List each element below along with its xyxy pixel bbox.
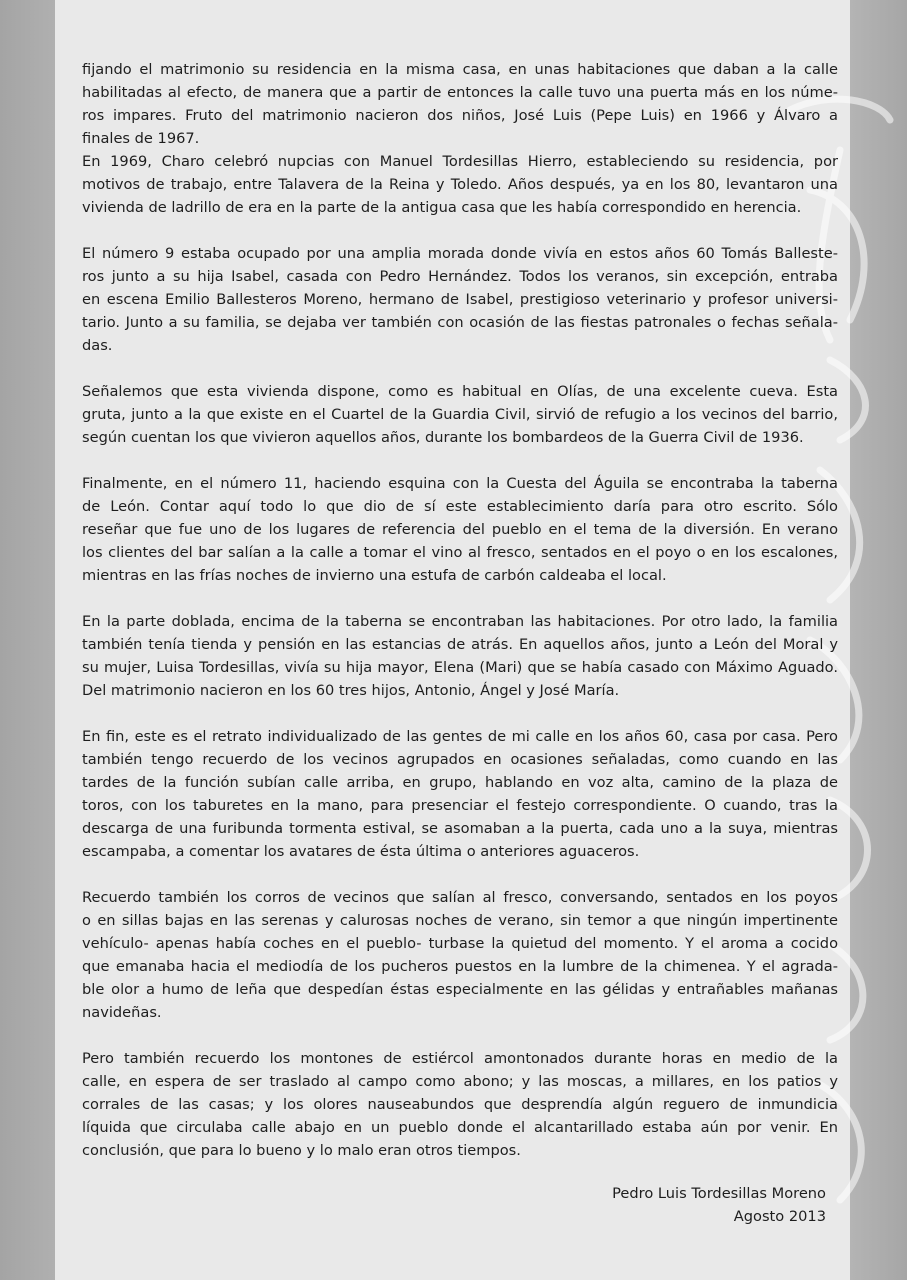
text-line: reseñar que fue uno de los lugares de referencia del pueblo en el tema de la diversión. En verano xyxy=(82,521,838,538)
paragraph-gap xyxy=(82,449,838,472)
text-line: también tenía tienda y pensión en las estancias de atrás. En aquellos años, junto a León del Moral y xyxy=(82,636,838,653)
paragraph xyxy=(82,58,838,219)
text-line: toros, con los taburetes en la mano, para presenciar el festejo correspondiente. O cuando, tras la xyxy=(82,797,838,814)
text-line: en escena Emilio Ballesteros Moreno, hermano de Isabel, prestigioso veterinario y profesor universi- xyxy=(82,291,838,308)
text-line: habilitadas al efecto, de manera que a partir de entonces la calle tuvo una puerta más en los núme- xyxy=(82,84,838,101)
text-line: Pero también recuerdo los montones de estiércol amontonados durante horas en medio de la xyxy=(82,1050,838,1067)
text-line: descarga de una furibunda tormenta estival, se asomaban a la puerta, cada uno a la suya, mientras xyxy=(82,820,838,837)
text-line: tario. Junto a su familia, se dejaba ver también con ocasión de las fiestas patronales o fechas señala- xyxy=(82,314,838,331)
text-line: ros impares. Fruto del matrimonio nacieron dos niños, José Luis (Pepe Luis) en 1966 y Álvaro a xyxy=(82,107,838,124)
article-body xyxy=(82,58,838,1162)
text-line: calle, en espera de ser traslado al campo como abono; y las moscas, a millares, en los patios y xyxy=(82,1073,838,1090)
text-line: vehículo- apenas había coches en el pueblo- turbase la quietud del momento. Y el aroma a cocido xyxy=(82,935,838,952)
text-line: vivienda de ladrillo de era en la parte de la antigua casa que les había correspondido en herencia. xyxy=(82,199,802,216)
paragraph xyxy=(82,886,838,1024)
paragraph-gap xyxy=(82,357,838,380)
left-border xyxy=(0,0,55,1280)
text-line: En fin, este es el retrato individualizado de las gentes de mi calle en los años 60, casa por casa. Pero xyxy=(82,728,838,745)
text-line: mientras en las frías noches de invierno una estufa de carbón caldeaba el local. xyxy=(82,567,667,584)
paragraph-gap xyxy=(82,587,838,610)
text-line: En 1969, Charo celebró nupcias con Manuel Tordesillas Hierro, estableciendo su residencia, por xyxy=(82,153,838,170)
paragraph xyxy=(82,242,838,357)
text-line: Finalmente, en el número 11, haciendo esquina con la Cuesta del Águila se encontraba la taberna xyxy=(82,475,838,492)
text-line: de León. Contar aquí todo lo que dio de sí este establecimiento daría para otro escrito. Sólo xyxy=(82,498,838,515)
paragraph xyxy=(82,380,838,449)
text-line: finales de 1967. xyxy=(82,130,200,147)
paragraph-gap xyxy=(82,1024,838,1047)
text-line: también tengo recuerdo de los vecinos agrupados en ocasiones señaladas, como cuando en las xyxy=(82,751,838,768)
paragraph-gap xyxy=(82,863,838,886)
paragraph xyxy=(82,725,838,863)
signature-date: Agosto 2013 xyxy=(733,1208,826,1225)
paragraph-gap xyxy=(82,702,838,725)
text-line: das. xyxy=(82,337,113,354)
text-line: En la parte doblada, encima de la taberna se encontraban las habitaciones. Por otro lado, la familia xyxy=(82,613,838,630)
paragraph xyxy=(82,1047,838,1162)
text-line: que emanaba hacia el mediodía de los pucheros puestos en la lumbre de la chimenea. Y el agrada- xyxy=(82,958,838,975)
text-line: o en sillas bajas en las serenas y calurosas noches de verano, sin temor a que ningún impertinente xyxy=(82,912,838,929)
text-line: Señalemos que esta vivienda dispone, como es habitual en Olías, de una excelente cueva. Esta xyxy=(82,383,838,400)
paragraph-gap xyxy=(82,219,838,242)
signature xyxy=(612,1182,826,1228)
text-line: Recuerdo también los corros de vecinos que salían al fresco, conversando, sentados en los poyos xyxy=(82,889,838,906)
text-line: según cuentan los que vivieron aquellos años, durante los bombardeos de la Guerra Civil de 1936. xyxy=(82,429,804,446)
text-line: líquida que circulaba calle abajo en un pueblo donde el alcantarillado estaba aún por venir. En xyxy=(82,1119,838,1136)
text-line: ros junto a su hija Isabel, casada con Pedro Hernández. Todos los veranos, sin excepción, entraba xyxy=(82,268,838,285)
text-line: los clientes del bar salían a la calle a tomar el vino al fresco, sentados en el poyo o en los escalones, xyxy=(82,544,838,561)
text-line: fijando el matrimonio su residencia en la misma casa, en unas habitaciones que daban a la calle xyxy=(82,61,838,78)
text-line: su mujer, Luisa Tordesillas, vivía su hija mayor, Elena (Mari) que se había casado con Máximo Aguado. xyxy=(82,659,838,676)
text-line: ble olor a humo de leña que despedían éstas especialmente en las gélidas y entrañables mañanas xyxy=(82,981,838,998)
text-line: gruta, junto a la que existe en el Cuartel de la Guardia Civil, sirvió de refugio a los vecinos del barrio, xyxy=(82,406,838,423)
text-line: El número 9 estaba ocupado por una amplia morada donde vivía en estos años 60 Tomás Balleste- xyxy=(82,245,838,262)
text-line: motivos de trabajo, entre Talavera de la Reina y Toledo. Años después, ya en los 80, levantaron una xyxy=(82,176,838,193)
text-line: corrales de las casas; y los olores nauseabundos que desprendía algún reguero de inmundicia xyxy=(82,1096,838,1113)
text-line: conclusión, que para lo bueno y lo malo eran otros tiempos. xyxy=(82,1142,521,1159)
text-line: navideñas. xyxy=(82,1004,162,1021)
paragraph xyxy=(82,610,838,702)
text-line: tardes de la función subían calle arriba, en grupo, hablando en voz alta, camino de la plaza de xyxy=(82,774,838,791)
signature-author: Pedro Luis Tordesillas Moreno xyxy=(612,1185,826,1202)
text-line: Del matrimonio nacieron en los 60 tres hijos, Antonio, Ángel y José María. xyxy=(82,682,620,699)
text-line: escampaba, a comentar los avatares de ésta última o anteriores aguaceros. xyxy=(82,843,640,860)
paragraph xyxy=(82,472,838,587)
